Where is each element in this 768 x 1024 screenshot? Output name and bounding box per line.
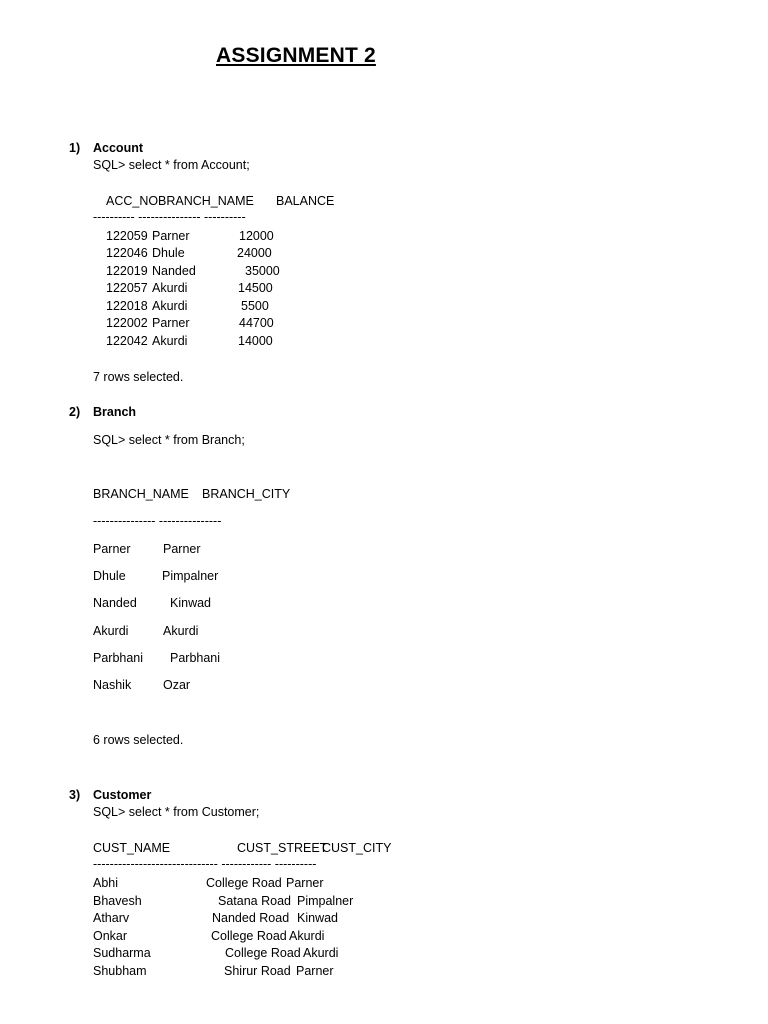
cell-branch-name: Nanded — [152, 264, 196, 278]
cell-branch-name: Parner — [152, 229, 190, 243]
result-separator: ---------- --------------- ---------- — [93, 210, 246, 224]
rows-selected-text: 7 rows selected. — [93, 370, 184, 384]
sql-query: SQL> select * from Account; — [93, 158, 250, 172]
result-separator: --------------- --------------- — [93, 514, 222, 528]
page-title: ASSIGNMENT 2 — [216, 44, 376, 67]
column-header: CUST_CITY — [322, 841, 392, 855]
cell-cust-name: Onkar — [93, 929, 128, 943]
cell-branch-name: Akurdi — [152, 334, 188, 348]
sql-query: SQL> select * from Customer; — [93, 805, 260, 819]
cell-branch-name: Parbhani — [93, 651, 144, 665]
cell-acc-no: 122019 — [106, 264, 148, 278]
cell-branch-name: Parner — [152, 316, 190, 330]
cell-branch-name: Akurdi — [152, 299, 188, 313]
sql-query: SQL> select * from Branch; — [93, 433, 245, 447]
cell-branch-name: Dhule — [152, 246, 185, 260]
section-heading: Account — [93, 141, 143, 155]
column-header: BALANCE — [276, 194, 335, 208]
cell-branch-name: Nashik — [93, 678, 132, 692]
result-separator: ------------------------------ ------------ ---------- — [93, 857, 317, 871]
section-number: 2) — [69, 405, 81, 419]
cell-balance: 35000 — [245, 264, 280, 278]
cell-cust-street: College Road — [211, 929, 287, 943]
cell-cust-street: Shirur Road — [224, 964, 291, 978]
cell-cust-name: Sudharma — [93, 946, 151, 960]
cell-branch-city: Pimpalner — [162, 569, 219, 583]
cell-branch-name: Nanded — [93, 596, 137, 610]
cell-cust-street: Satana Road — [218, 894, 291, 908]
cell-cust-name: Bhavesh — [93, 894, 142, 908]
cell-balance: 12000 — [239, 229, 274, 243]
cell-acc-no: 122057 — [106, 281, 148, 295]
column-header: CUST_STREET — [237, 841, 328, 855]
cell-cust-city: Parner — [286, 876, 324, 890]
cell-cust-city: Akurdi — [303, 946, 339, 960]
column-header: BRANCH_NAME — [158, 194, 254, 208]
column-header: ACC_NO — [106, 194, 159, 208]
cell-branch-name: Parner — [93, 542, 131, 556]
cell-balance: 14500 — [238, 281, 273, 295]
rows-selected-text: 6 rows selected. — [93, 733, 184, 747]
cell-cust-name: Abhi — [93, 876, 119, 890]
cell-acc-no: 122046 — [106, 246, 148, 260]
cell-acc-no: 122042 — [106, 334, 148, 348]
column-header: CUST_NAME — [93, 841, 171, 855]
cell-branch-name: Dhule — [93, 569, 126, 583]
section-heading: Branch — [93, 405, 137, 419]
cell-branch-city: Parbhani — [170, 651, 221, 665]
section-number: 3) — [69, 788, 81, 802]
cell-branch-city: Kinwad — [170, 596, 211, 610]
cell-acc-no: 122002 — [106, 316, 148, 330]
section-heading: Customer — [93, 788, 152, 802]
cell-cust-name: Atharv — [93, 911, 130, 925]
cell-branch-city: Parner — [163, 542, 201, 556]
cell-acc-no: 122059 — [106, 229, 148, 243]
cell-cust-street: College Road — [206, 876, 282, 890]
cell-cust-street: College Road — [225, 946, 301, 960]
cell-cust-city: Parner — [296, 964, 334, 978]
cell-cust-name: Shubham — [93, 964, 147, 978]
cell-balance: 5500 — [241, 299, 269, 313]
cell-cust-city: Akurdi — [289, 929, 325, 943]
column-header: BRANCH_NAME — [93, 487, 189, 501]
cell-branch-city: Ozar — [163, 678, 191, 692]
cell-branch-name: Akurdi — [93, 624, 129, 638]
cell-cust-city: Kinwad — [297, 911, 338, 925]
cell-balance: 44700 — [239, 316, 274, 330]
cell-acc-no: 122018 — [106, 299, 148, 313]
cell-branch-city: Akurdi — [163, 624, 199, 638]
cell-cust-city: Pimpalner — [297, 894, 354, 908]
cell-branch-name: Akurdi — [152, 281, 188, 295]
section-number: 1) — [69, 141, 81, 155]
column-header: BRANCH_CITY — [202, 487, 291, 501]
cell-cust-street: Nanded Road — [212, 911, 290, 925]
cell-balance: 24000 — [237, 246, 272, 260]
cell-balance: 14000 — [238, 334, 273, 348]
